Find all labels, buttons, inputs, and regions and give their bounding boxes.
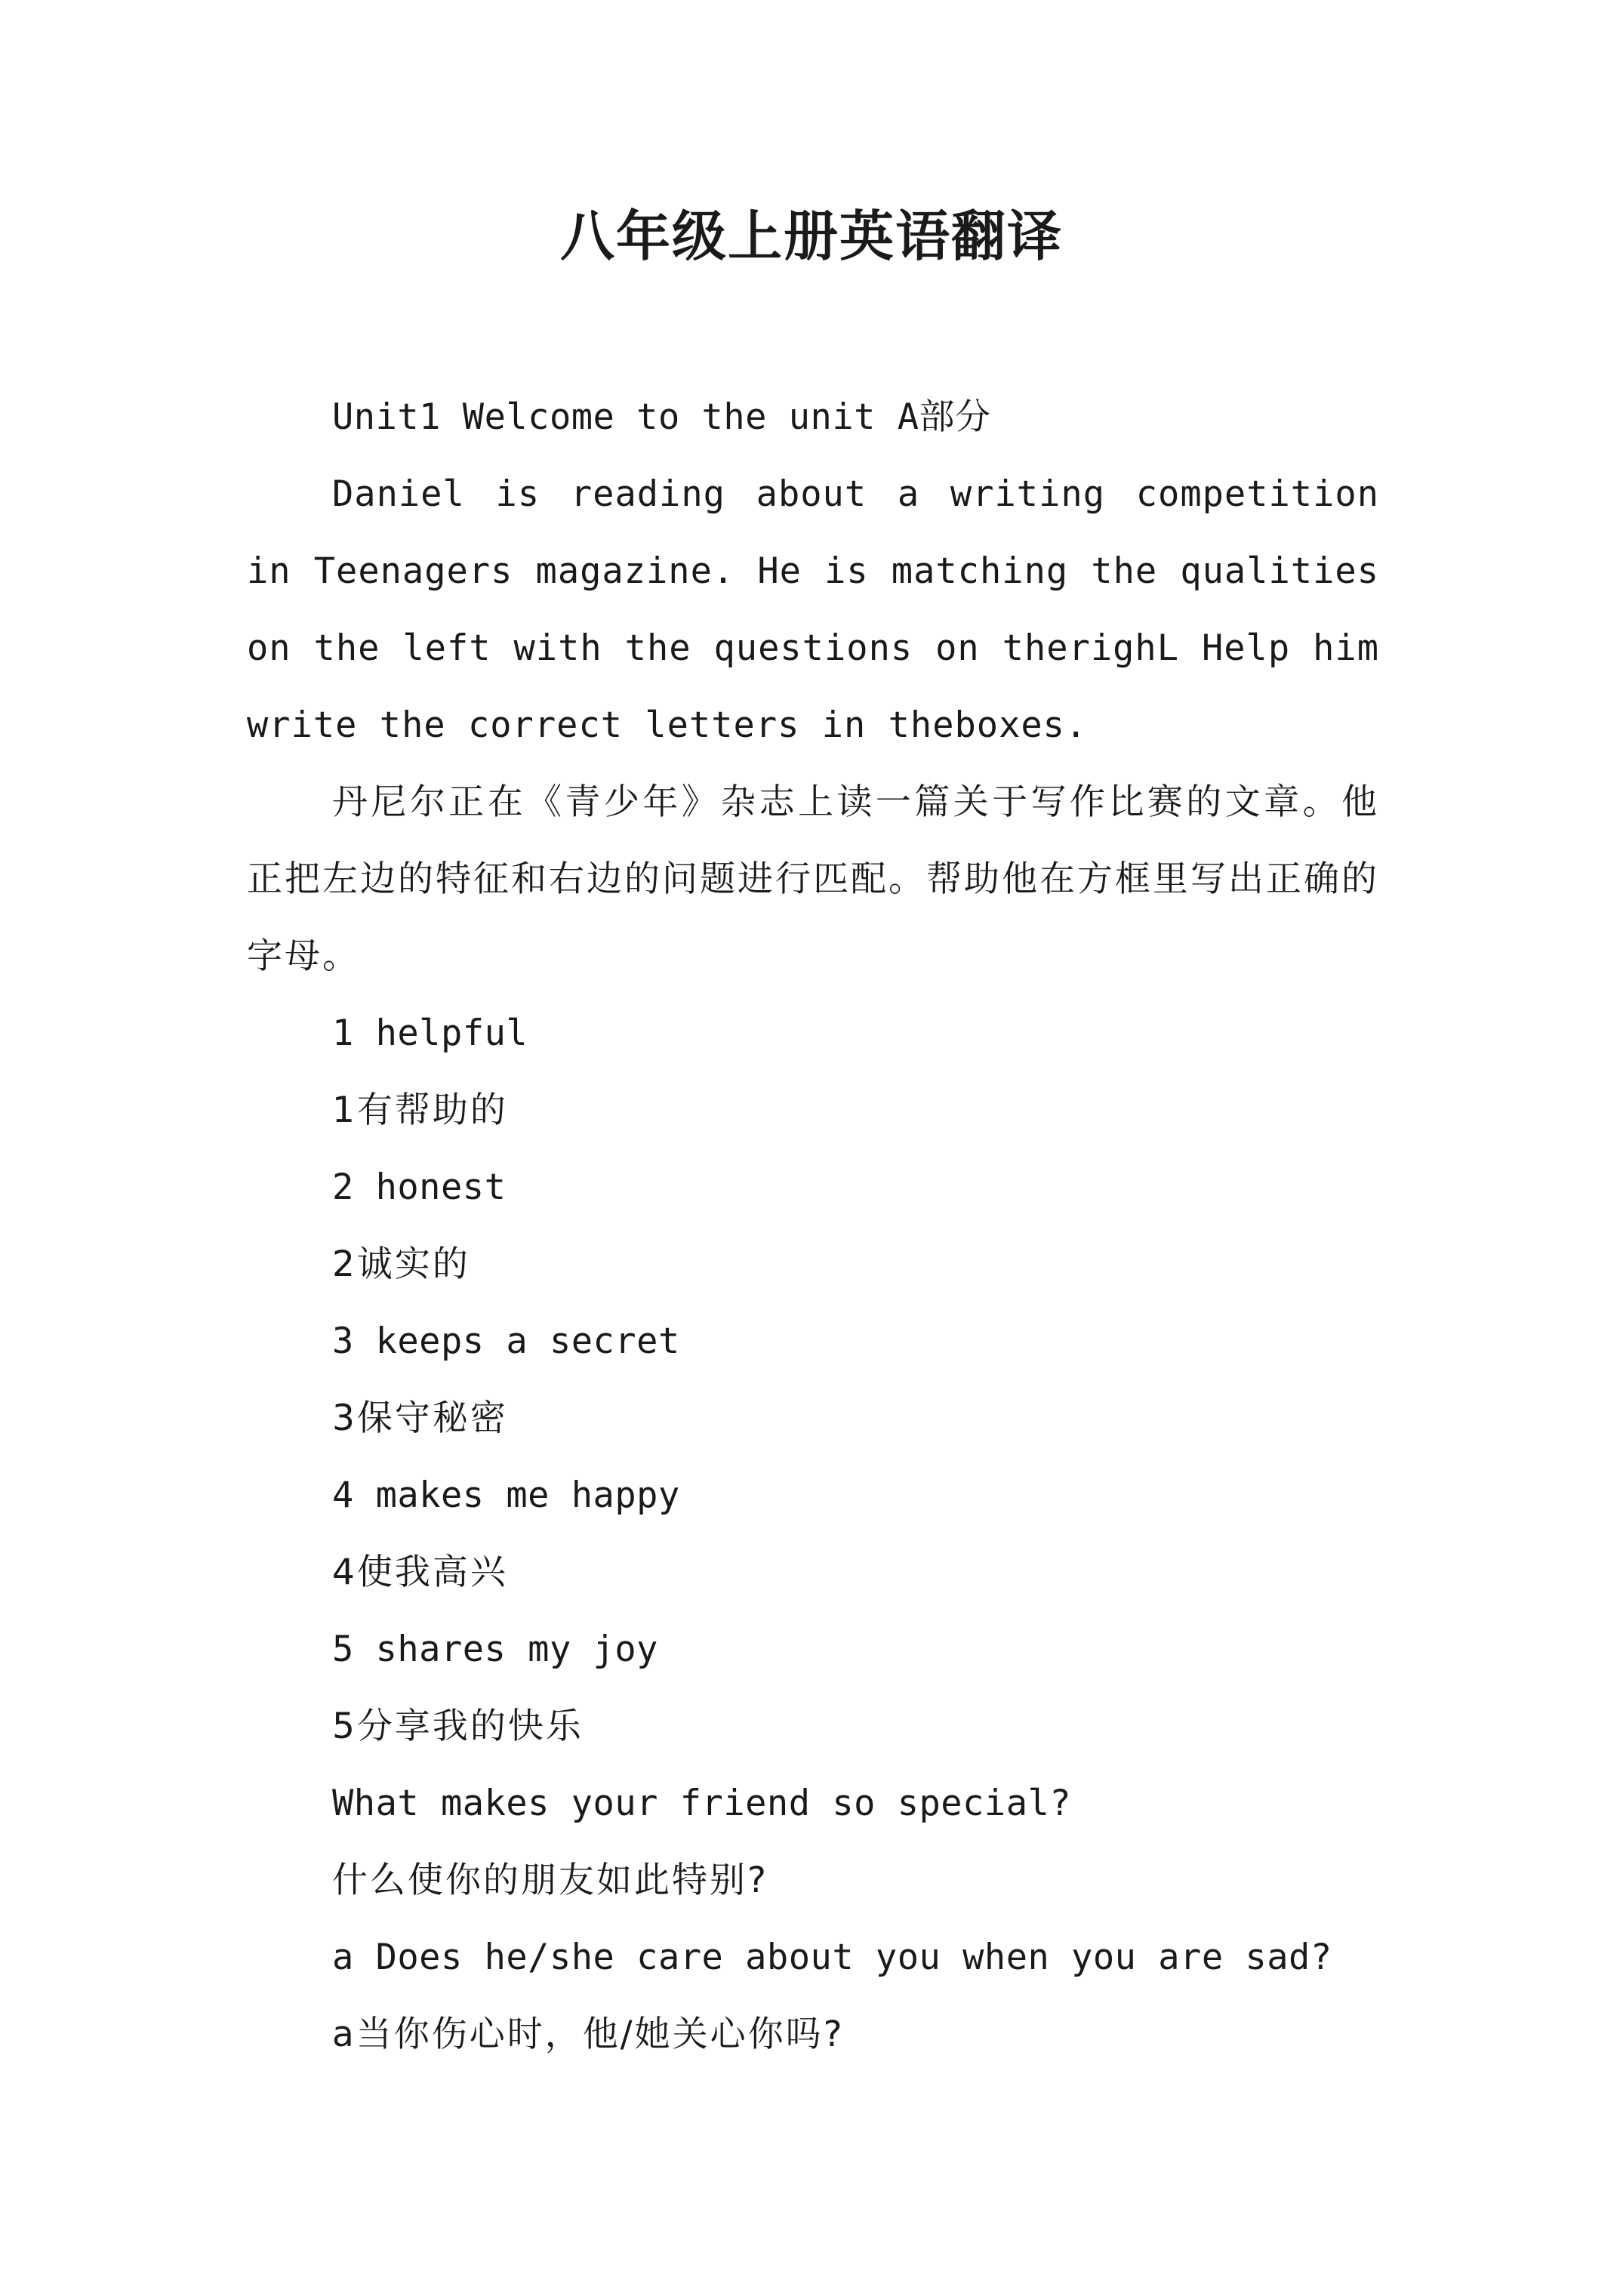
question-english: What makes your friend so special? xyxy=(332,1783,1072,1824)
option-a-english: a Does he/she care about you when you are sad? xyxy=(332,1937,1332,1978)
item-1-chinese: 1有帮助的 xyxy=(332,1089,508,1131)
unit-heading: Unit1 Welcome to the unit A部分 xyxy=(332,396,991,438)
question-chinese: 什么使你的朋友如此特别? xyxy=(332,1860,768,1901)
document-body xyxy=(247,379,1402,2073)
intro-english-paragraph: Daniel is reading about a writing competition in Teenagers magazine. He is matching the qualities on the left with the questions on therighL Help him write the correct letters in theboxes. xyxy=(247,473,1402,746)
item-2-chinese: 2诚实的 xyxy=(332,1244,470,1285)
intro-chinese-paragraph: 丹尼尔正在《青少年》杂志上读一篇关于写作比赛的文章。他正把左边的特征和右边的问题进行匹配。帮助他在方框里写出正确的字母。 xyxy=(247,781,1379,977)
document-title: 八年级上册英语翻译 xyxy=(559,205,1063,268)
item-5-english: 5 shares my joy xyxy=(332,1629,658,1670)
item-3-chinese: 3保守秘密 xyxy=(332,1398,508,1439)
item-2-english: 2 honest xyxy=(332,1166,507,1208)
item-4-english: 4 makes me happy xyxy=(332,1475,680,1516)
option-a-chinese: a当你伤心时，他/她关心你吗? xyxy=(332,2014,845,2055)
item-3-english: 3 keeps a secret xyxy=(332,1321,680,1362)
item-1-english: 1 helpful xyxy=(332,1012,528,1054)
item-4-chinese: 4使我高兴 xyxy=(332,1552,508,1593)
item-5-chinese: 5分享我的快乐 xyxy=(332,1706,584,1747)
